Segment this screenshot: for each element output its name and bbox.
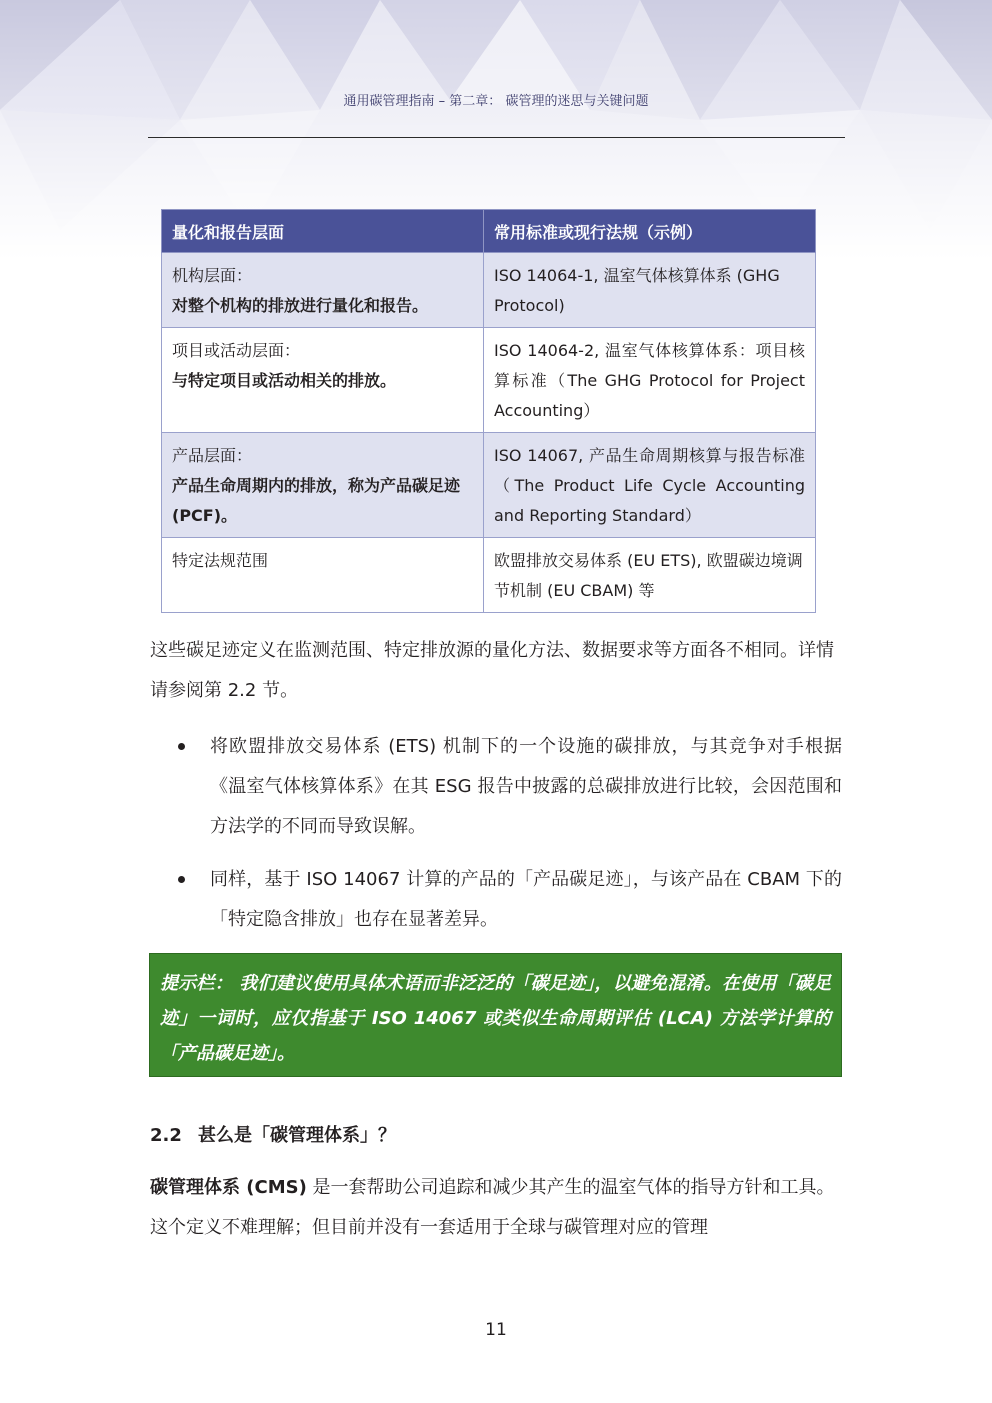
section-heading — [150, 1121, 396, 1151]
cms-definition: 是一套帮助公司追踪和减少其产生的温室气体的指导方针和工具。这个定义不难理解；但目前并没有一套适用于全球与碳管理对应的管理 — [150, 1177, 835, 1238]
table-cell — [162, 328, 484, 433]
table-row — [162, 433, 816, 538]
table-header-cell: 量化和报告层面 — [162, 210, 484, 253]
bullet-list — [150, 727, 842, 953]
table-row — [162, 538, 816, 613]
bullet-icon — [178, 743, 185, 750]
bullet-text: 将欧盟排放交易体系 (ETS) 机制下的一个设施的碳排放，与其竞争对手根据《温室气体核算体系》在其 ESG 报告中披露的总碳排放进行比较，会因范围和方法学的不同而导致误解。 — [210, 736, 842, 837]
level-description: 对整个机构的排放进行量化和报告。 — [172, 296, 429, 315]
table-cell: 欧盟排放交易体系 (EU ETS), 欧盟碳边境调节机制 (EU CBAM) 等 — [484, 538, 816, 613]
list-item — [150, 860, 842, 940]
table-cell: ISO 14064-1, 温室气体核算体系 (GHG Protocol) — [484, 253, 816, 328]
tip-box: 提示栏： 我们建议使用具体术语而非泛泛的「碳足迹」，以避免混淆。在使用「碳足迹」一词时，应仅指基于 ISO 14067 或类似生命周期评估 (LCA) 方法学计算的「产品碳足迹」。 — [149, 953, 842, 1077]
cms-term: 碳管理体系 (CMS) — [150, 1177, 307, 1198]
level-description: 产品生命周期内的排放，称为产品碳足迹 (PCF)。 — [172, 476, 461, 525]
level-title: 项目或活动层面： — [172, 341, 301, 360]
table-header-cell: 常用标准或现行法规（示例） — [484, 210, 816, 253]
table-cell — [162, 538, 484, 613]
running-header: 通用碳管理指南 – 第二章： 碳管理的迷思与关键问题 — [343, 94, 649, 109]
level-title: 机构层面： — [172, 266, 253, 285]
list-item — [150, 727, 842, 847]
table-header-row — [162, 210, 816, 253]
standards-table — [161, 209, 816, 613]
level-title: 特定法规范围 — [172, 551, 269, 570]
cms-paragraph — [150, 1168, 842, 1248]
table-row — [162, 253, 816, 328]
level-description: 与特定项目或活动相关的排放。 — [172, 371, 397, 390]
intro-paragraph: 这些碳足迹定义在监测范围、特定排放源的量化方法、数据要求等方面各不相同。详情请参阅第 2.2 节。 — [150, 640, 834, 701]
bullet-text: 同样，基于 ISO 14067 计算的产品的「产品碳足迹」，与该产品在 CBAM 下的「特定隐含排放」也存在显著差异。 — [210, 869, 842, 930]
table-cell — [162, 253, 484, 328]
level-title: 产品层面： — [172, 446, 253, 465]
header-divider — [148, 137, 845, 138]
bullet-icon — [178, 876, 185, 883]
section-title: 甚么是「碳管理体系」？ — [198, 1125, 396, 1146]
table-cell: ISO 14064-2, 温室气体核算体系：项目核算标准（The GHG Protocol for Project Accounting） — [484, 328, 816, 433]
table-cell: ISO 14067, 产品生命周期核算与报告标准（The Product Life Cycle Accounting and Reporting Standard） — [484, 433, 816, 538]
section-number: 2.2 — [150, 1125, 182, 1146]
table-row — [162, 328, 816, 433]
page-number: 11 — [485, 1320, 507, 1340]
table-cell — [162, 433, 484, 538]
